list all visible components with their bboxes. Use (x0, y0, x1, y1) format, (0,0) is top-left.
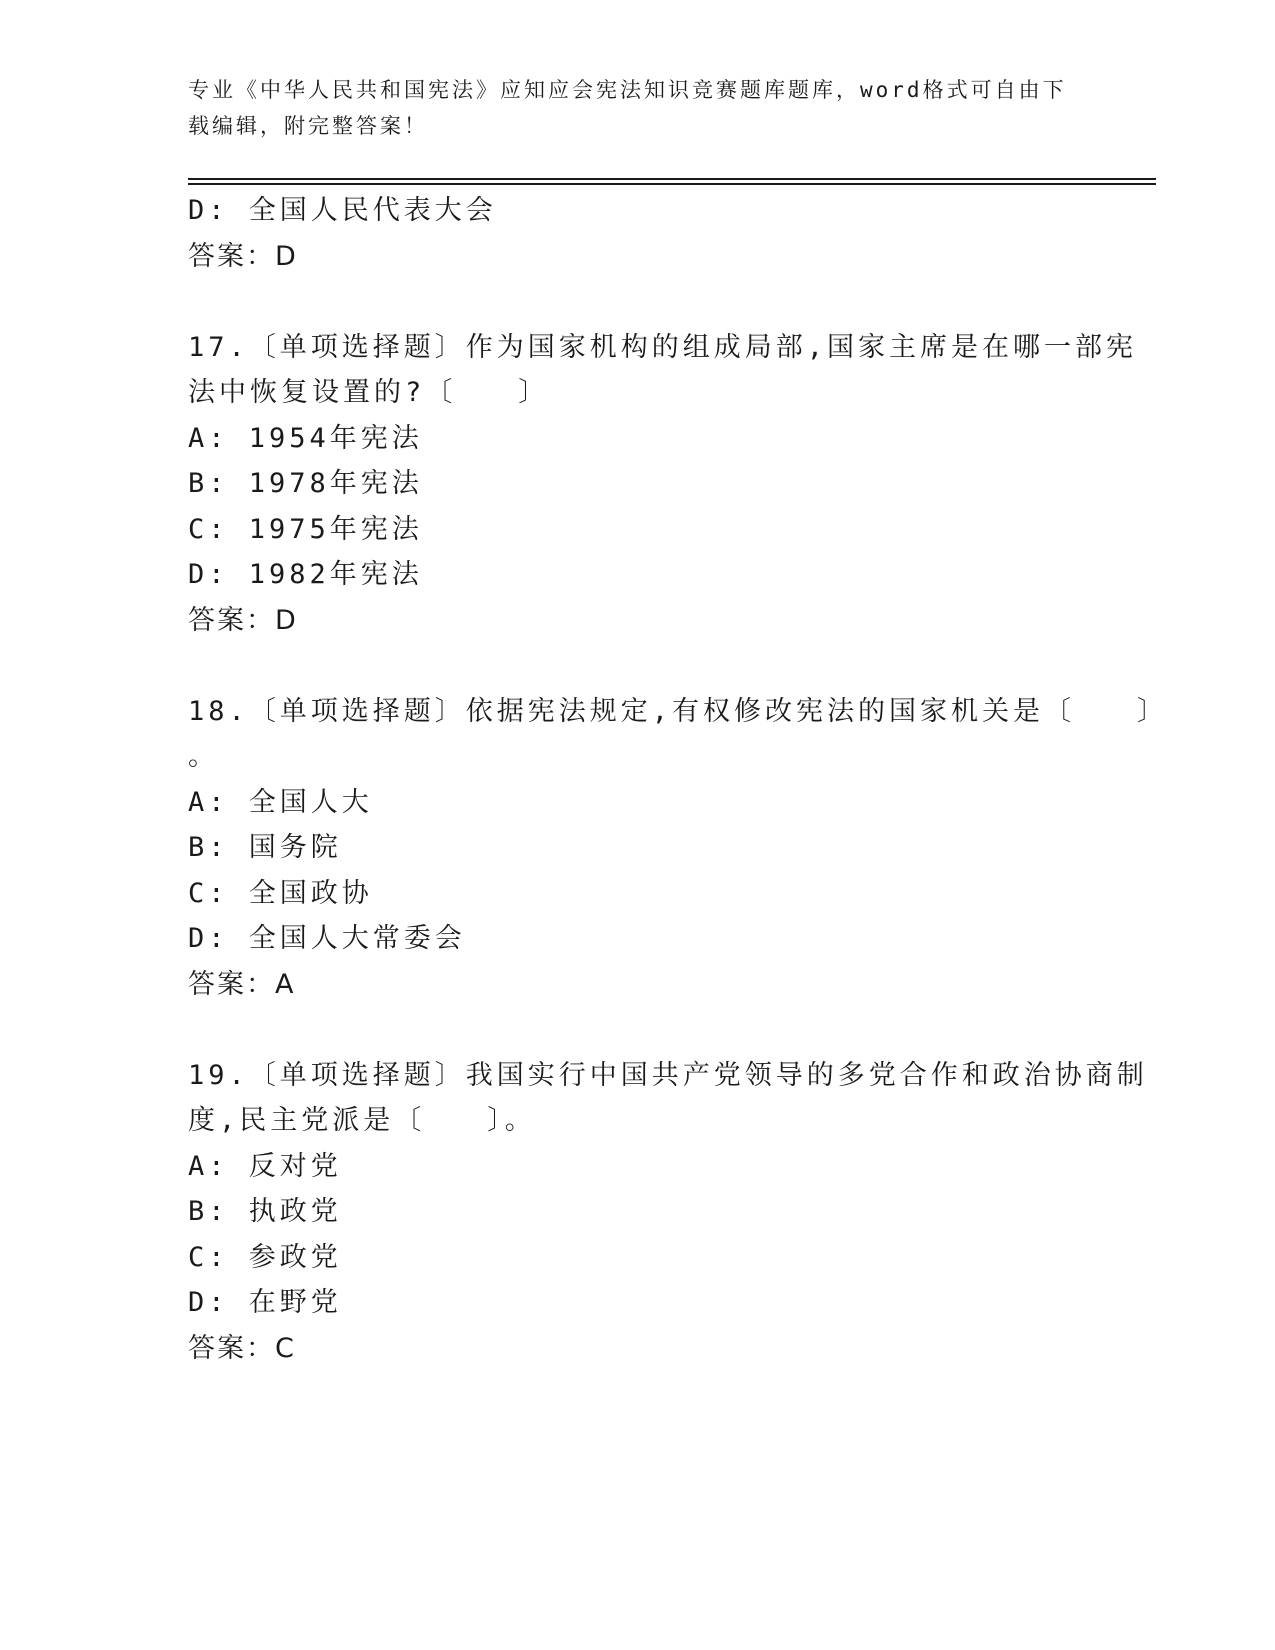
spacer (188, 1007, 1088, 1053)
question-stem-line: 18.〔单项选择题〕依据宪法规定,有权修改宪法的国家机关是〔 〕 (188, 695, 1169, 727)
document-header-note: 专业《中华人民共和国宪法》应知应会宪法知识竞赛题库题库，word格式可自由下载编辑，附完整答案！ (188, 78, 1067, 138)
continued-answer: 答案：D (188, 240, 298, 272)
option-d: D: 1982年宪法 (188, 559, 423, 590)
question-stem-line: 法中恢复设置的?〔 〕 (188, 377, 550, 408)
header-rule-top (188, 178, 1156, 180)
continued-option-d: D: 全国人民代表大会 (188, 195, 497, 226)
option-a: A: 全国人大 (188, 786, 373, 818)
option-a: A: 1954年宪法 (188, 422, 423, 454)
option-b: B: 1978年宪法 (188, 468, 423, 499)
option-b: B: 国务院 (188, 832, 342, 863)
option-c: C: 全国政协 (188, 877, 373, 909)
question-content (188, 188, 1169, 1371)
option-b: B: 执政党 (188, 1196, 342, 1227)
spacer (188, 279, 1088, 325)
question-stem-line: 度,民主党派是〔 〕。 (188, 1105, 536, 1136)
question-stem-line: 。 (188, 741, 219, 772)
question-stem-line: 17.〔单项选择题〕作为国家机构的组成局部,国家主席是在哪一部宪 (188, 331, 1138, 363)
question-18 (188, 689, 1169, 1008)
spacer (188, 643, 1088, 689)
option-d: D: 在野党 (188, 1287, 342, 1318)
option-d: D: 全国人大常委会 (188, 923, 466, 954)
answer-line: 答案：A (188, 968, 296, 1000)
option-c: C: 1975年宪法 (188, 513, 423, 545)
question-stem-line: 19.〔单项选择题〕我国实行中国共产党领导的多党合作和政治协商制 (188, 1059, 1148, 1091)
option-a: A: 反对党 (188, 1150, 342, 1182)
question-17 (188, 325, 1138, 644)
header-rule-bottom (188, 183, 1156, 185)
answer-line: 答案：C (188, 1332, 296, 1364)
question-19 (188, 1053, 1148, 1372)
option-c: C: 参政党 (188, 1241, 342, 1273)
answer-line: 答案：D (188, 604, 298, 636)
